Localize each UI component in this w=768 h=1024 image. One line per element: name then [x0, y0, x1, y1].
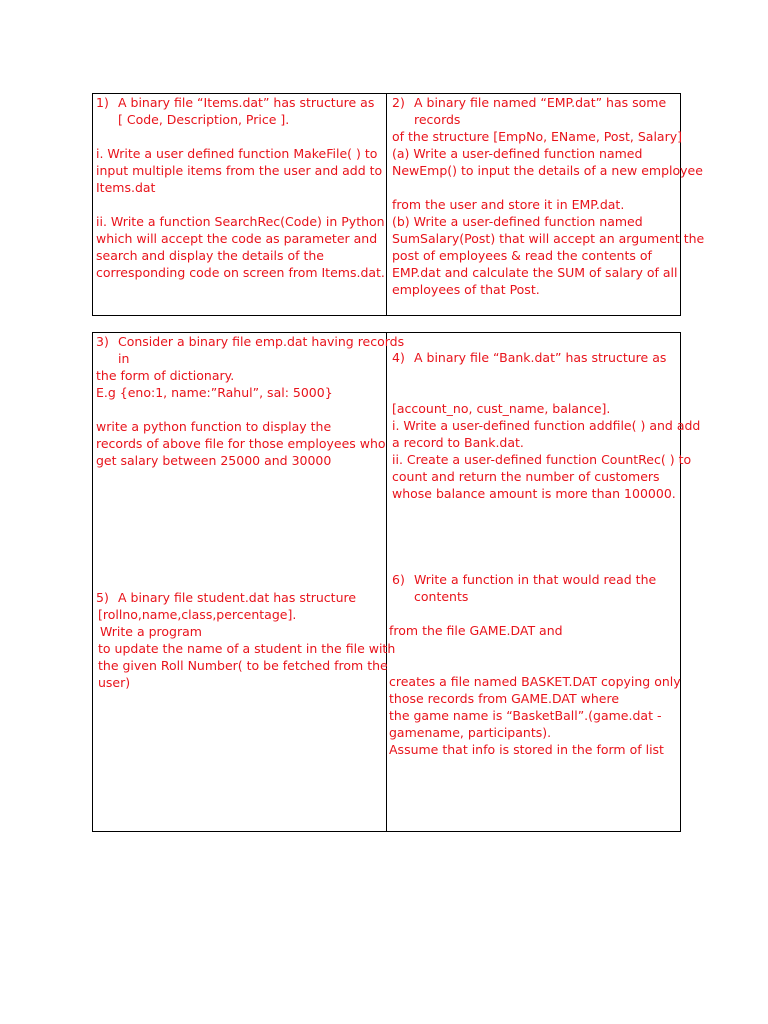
question-text: (a) Write a user-defined function named [392, 146, 643, 161]
question-text: records [414, 112, 461, 127]
question-number: 2) [392, 95, 405, 110]
question-6-cell [389, 571, 681, 758]
question-text: records of above file for those employees who [96, 436, 386, 451]
question-2-cell [389, 94, 705, 298]
question-text: ii. Create a user-defined function CountRec( ) to [392, 452, 692, 467]
question-text: whose balance amount is more than 100000. [392, 486, 676, 501]
question-text: A binary file named “EMP.dat” has some [414, 95, 667, 110]
question-text: from the user and store it in EMP.dat. [392, 197, 625, 212]
question-text: corresponding code on screen from Items.dat. [96, 265, 385, 280]
question-number: 3) [96, 334, 109, 349]
question-text: Items.dat [96, 180, 156, 195]
question-text: NewEmp() to input the details of a new employee [392, 163, 703, 178]
question-text: i. Write a user defined function MakeFile( ) to [96, 146, 378, 161]
question-text: which will accept the code as parameter and [96, 231, 378, 246]
question-text: the game name is “BasketBall”.(game.dat - [389, 708, 662, 723]
question-number: 4) [392, 350, 405, 365]
column-divider [386, 94, 387, 315]
question-text: E.g {eno:1, name:”Rahul”, sal: 5000} [96, 385, 333, 400]
question-text: in [118, 351, 130, 366]
question-1-cell [93, 94, 385, 281]
question-number: 6) [392, 572, 405, 587]
question-text: post of employees & read the contents of [392, 248, 652, 263]
question-table-2 [92, 332, 701, 832]
question-text: employees of that Post. [392, 282, 540, 297]
question-text: A binary file “Items.dat” has structure as [118, 95, 375, 110]
question-text: gamename, participants). [389, 725, 552, 740]
question-text: (b) Write a user-defined function named [392, 214, 643, 229]
question-text: A binary file student.dat has structure [118, 590, 357, 605]
column-divider [386, 333, 387, 831]
question-text: ii. Write a function SearchRec(Code) in Python [96, 214, 385, 229]
question-text: write a python function to display the [96, 419, 332, 434]
question-text: from the file GAME.DAT and [389, 623, 563, 638]
question-number: 1) [96, 95, 109, 110]
question-5-cell [93, 589, 396, 691]
question-text: [rollno,name,class,percentage]. [98, 607, 297, 622]
question-3-cell [93, 333, 405, 469]
question-text: input multiple items from the user and add to [96, 163, 383, 178]
question-text: Write a program [100, 624, 202, 639]
question-text: Write a function in that would read the [414, 572, 657, 587]
question-text: Assume that info is stored in the form of list [389, 742, 664, 757]
question-text: EMP.dat and calculate the SUM of salary of all [392, 265, 678, 280]
question-text: user) [98, 675, 131, 690]
question-text: the form of dictionary. [96, 368, 235, 383]
question-text: i. Write a user-defined function addfile( ) and add [392, 418, 701, 433]
question-text: count and return the number of customers [392, 469, 660, 484]
question-number: 5) [96, 590, 109, 605]
question-text: Consider a binary file emp.dat having records [118, 334, 405, 349]
question-text: search and display the details of the [96, 248, 324, 263]
question-text: those records from GAME.DAT where [389, 691, 620, 706]
question-text: a record to Bank.dat. [392, 435, 524, 450]
question-text: [account_no, cust_name, balance]. [392, 401, 611, 416]
question-text: SumSalary(Post) that will accept an argument the [392, 231, 705, 246]
question-text: contents [414, 589, 469, 604]
question-text: of the structure [EmpNo, EName, Post, Salary] [392, 129, 683, 144]
question-text: the given Roll Number( to be fetched from the [98, 658, 388, 673]
question-text: get salary between 25000 and 30000 [96, 453, 332, 468]
question-text: A binary file “Bank.dat” has structure as [414, 350, 667, 365]
question-table-1 [92, 93, 705, 316]
question-text: [ Code, Description, Price ]. [118, 112, 290, 127]
question-text: to update the name of a student in the file with [98, 641, 396, 656]
question-4-cell [389, 349, 701, 502]
question-text: creates a file named BASKET.DAT copying only [389, 674, 681, 689]
